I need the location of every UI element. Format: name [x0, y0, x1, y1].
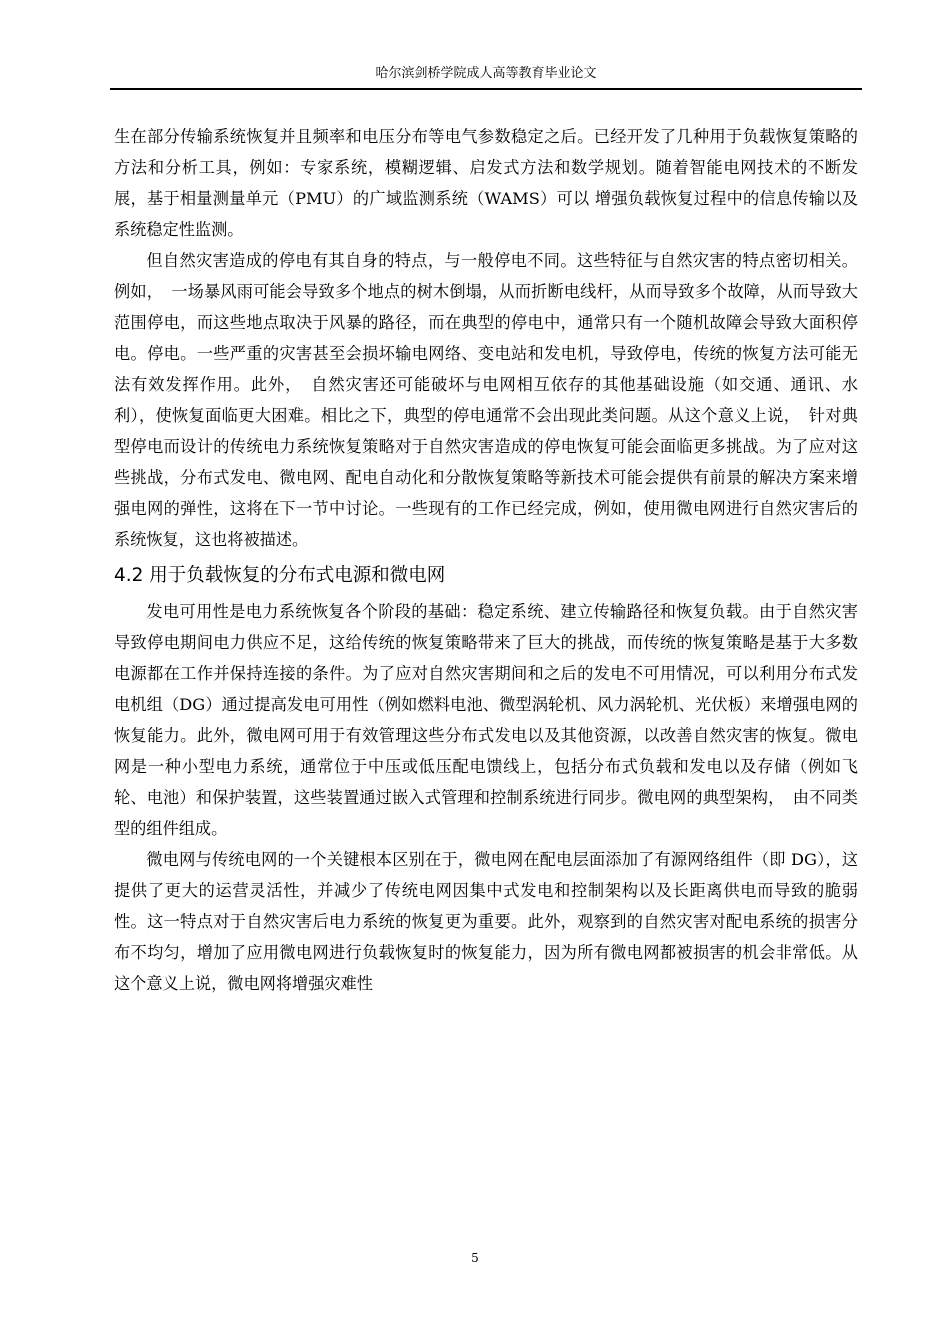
- body-paragraph-continued: 生在部分传输系统恢复并且频率和电压分布等电气参数稳定之后。已经开发了几种用于负载恢复策略的方法和分析工具，例如：专家系统，模糊逻辑、启发式方法和数学规划。随着智能电网技术的不断发展，基于相量测量单元（PMU）的广域监测系统（WAMS）可以 增强负载恢复过程中的信息传输以及系统稳定性监测。: [114, 127, 858, 239]
- section-heading: 4.2 用于负载恢复的分布式电源和微电网: [114, 565, 446, 586]
- running-header: 哈尔滨剑桥学院成人高等教育毕业论文: [375, 66, 597, 81]
- header-rule: [110, 88, 862, 90]
- body-paragraph: 但自然灾害造成的停电有其自身的特点，与一般停电不同。这些特征与自然灾害的特点密切相关。例如， 一场暴风雨可能会导致多个地点的树木倒塌，从而折断电线杆，从而导致多个故障，从而导致大范围停电，而这些地点取决于风暴的路径，而在典型的停电中，通常只有一个随机故障会导致大面积停电。停电。一些严重的灾害甚至会损坏输电网络、变电站和发电机，导致停电，传统的恢复方法可能无法有效发挥作用。此外， 自然灾害还可能破坏与电网相互依存的其他基础设施（如交通、通讯、水利），使恢复面临更大困难。相比之下，典型的停电通常不会出现此类问题。从这个意义上说， 针对典型停电而设计的传统电力系统恢复策略对于自然灾害造成的停电恢复可能会面临更多挑战。为了应对这些挑战，分布式发电、微电网、配电自动化和分散恢复策略等新技术可能会提供有前景的解决方案来增强电网的弹性，这将在下一节中讨论。一些现有的工作已经完成，例如，使用微电网进行自然灾害后的系统恢复，这也将被描述。: [114, 251, 858, 549]
- page-number: 5: [471, 1251, 479, 1265]
- body-paragraph: 发电可用性是电力系统恢复各个阶段的基础：稳定系统、建立传输路径和恢复负载。由于自然灾害导致停电期间电力供应不足，这给传统的恢复策略带来了巨大的挑战，而传统的恢复策略是基于大多数电源都在工作并保持连接的条件。为了应对自然灾害期间和之后的发电不可用情况，可以利用分布式发电机组（DG）通过提高发电可用性（例如燃料电池、微型涡轮机、风力涡轮机、光伏板）来增强电网的恢复能力。此外，微电网可用于有效管理这些分布式发电以及其他资源，以改善自然灾害的恢复。微电网是一种小型电力系统，通常位于中压或低压配电馈线上，包括分布式负载和发电以及存储（例如飞轮、电池）和保护装置，这些装置通过嵌入式管理和控制系统进行同步。微电网的典型架构， 由不同类型的组件组成。: [114, 602, 858, 838]
- page-body: [114, 121, 858, 999]
- body-paragraph: 微电网与传统电网的一个关键根本区别在于，微电网在配电层面添加了有源网络组件（即 DG），这提供了更大的运营灵活性，并减少了传统电网因集中式发电和控制架构以及长距离供电而导致的脆弱性。这一特点对于自然灾害后电力系统的恢复更为重要。此外，观察到的自然灾害对配电系统的损害分布不均匀，增加了应用微电网进行负载恢复时的恢复能力，因为所有微电网都被损害的机会非常低。从这个意义上说，微电网将增强灾难性: [114, 850, 858, 993]
